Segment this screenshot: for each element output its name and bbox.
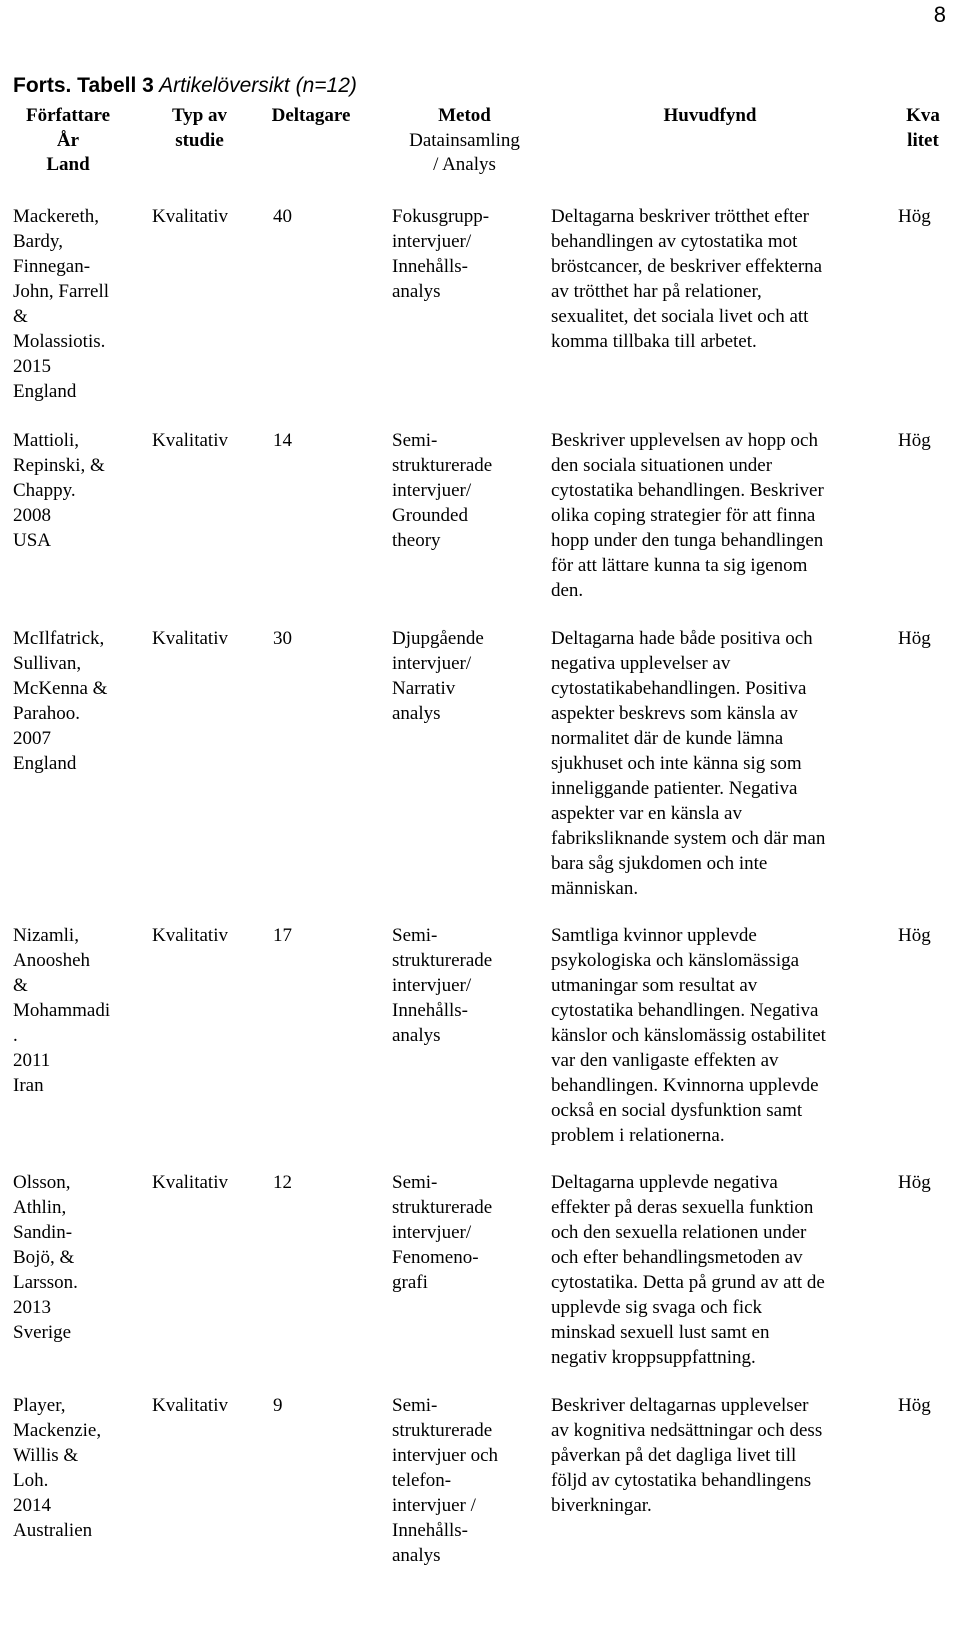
finding-line: Deltagarna hade både positiva och	[551, 628, 813, 649]
method-line: strukturerade	[392, 950, 493, 971]
author-cell	[13, 428, 138, 553]
author-line: 2011	[13, 1050, 51, 1071]
author-cell	[13, 923, 138, 1098]
author-line: England	[13, 753, 77, 774]
method-line: intervjuer/	[392, 975, 472, 996]
method-cell	[392, 626, 532, 726]
author-line: Repinski, &	[13, 455, 105, 476]
finding-line: av kognitiva nedsättningar och dess	[551, 1420, 823, 1441]
method-line: analys	[392, 1025, 441, 1046]
study-type: Kvalitativ	[152, 206, 228, 227]
author-line: Sandin-	[13, 1222, 73, 1243]
finding-line: sexualitet, det sociala livet och att	[551, 306, 809, 327]
method-line: Semi-	[392, 1395, 438, 1416]
finding-line: sjukhuset och inte känna sig som	[551, 753, 802, 774]
finding-line: följd av cytostatika behandlingens	[551, 1470, 812, 1491]
quality-cell	[898, 1393, 953, 1418]
method-line: Djupgående	[392, 628, 484, 649]
participants-cell	[273, 1170, 333, 1195]
method-line: Innehålls-	[392, 1520, 468, 1541]
finding-line: inneliggande patienter. Negativa	[551, 778, 798, 799]
finding-cell	[551, 923, 876, 1148]
finding-line: cytostatikabehandlingen. Positiva	[551, 678, 807, 699]
quality: Hög	[898, 1395, 931, 1416]
header-finding-line: Huvudfynd	[663, 105, 757, 126]
author-line: Finnegan-	[13, 256, 91, 277]
quality-cell	[898, 626, 953, 651]
method-line: analys	[392, 281, 441, 302]
method-line: Semi-	[392, 430, 438, 451]
participants: 17	[273, 925, 292, 946]
finding-line: aspekter beskrevs som känsla av	[551, 703, 798, 724]
method-line: Fokusgrupp-	[392, 206, 490, 227]
finding-cell	[551, 428, 876, 603]
method-line: Narrativ	[392, 678, 456, 699]
author-line: Willis &	[13, 1445, 79, 1466]
method-line: Fenomeno-	[392, 1247, 479, 1268]
finding-line: Beskriver upplevelsen av hopp och	[551, 430, 818, 451]
method-line: Grounded	[392, 505, 468, 526]
author-line: Larsson.	[13, 1272, 78, 1293]
method-line: Innehålls-	[392, 256, 468, 277]
method-line: intervjuer/	[392, 1222, 472, 1243]
page-number: 8	[933, 2, 946, 27]
method-line: intervjuer/	[392, 480, 472, 501]
author-line: Player,	[13, 1395, 66, 1416]
participants: 9	[273, 1395, 283, 1416]
author-line: Chappy.	[13, 480, 76, 501]
finding-cell	[551, 204, 876, 354]
finding-line: var den vanligaste effekten av	[551, 1050, 779, 1071]
author-line: Mackereth,	[13, 206, 99, 227]
method-line: intervjuer och	[392, 1445, 499, 1466]
finding-line: behandlingen. Kvinnorna upplevde	[551, 1075, 819, 1096]
method-line: analys	[392, 1545, 441, 1566]
quality: Hög	[898, 1172, 931, 1193]
method-line: intervjuer /	[392, 1495, 476, 1516]
author-line: Mackenzie,	[13, 1420, 102, 1441]
author-line: England	[13, 381, 77, 402]
finding-line: för att lättare kunna ta sig igenom	[551, 555, 808, 576]
author-line: Parahoo.	[13, 703, 81, 724]
method-cell	[392, 1393, 532, 1568]
finding-line: av trötthet har på relationer,	[551, 281, 762, 302]
author-line: Sverige	[13, 1322, 72, 1343]
finding-line: behandlingen av cytostatika mot	[551, 231, 798, 252]
author-line: John, Farrell	[13, 281, 110, 302]
header-participants-line: Deltagare	[271, 105, 351, 126]
author-cell	[13, 1393, 138, 1543]
method-cell	[392, 428, 532, 553]
participants-cell	[273, 428, 333, 453]
finding-line: psykologiska och känslomässiga	[551, 950, 800, 971]
method-cell	[392, 204, 532, 304]
method-cell	[392, 923, 532, 1048]
author-cell	[13, 626, 138, 776]
finding-line: cytostatika behandlingen. Beskriver	[551, 480, 824, 501]
author-line: Anoosheh	[13, 950, 91, 971]
header-type-line: Typ av	[171, 105, 228, 126]
author-line: Australien	[13, 1520, 93, 1541]
finding-line: känslor och känslomässig ostabilitet	[551, 1025, 826, 1046]
quality: Hög	[898, 206, 931, 227]
study-type: Kvalitativ	[152, 925, 228, 946]
caption-prefix: Forts. Tabell 3	[13, 74, 154, 97]
finding-line: bara såg sjukdomen och inte	[551, 853, 768, 874]
finding-line: bröstcancer, de beskriver effekterna	[551, 256, 823, 277]
table-header	[0, 104, 960, 182]
author-line: .	[13, 1025, 18, 1046]
finding-cell	[551, 1393, 876, 1518]
method-line: strukturerade	[392, 1197, 493, 1218]
quality: Hög	[898, 925, 931, 946]
author-line: Molassiotis.	[13, 331, 106, 352]
finding-line: cytostatika behandlingen. Negativa	[551, 1000, 819, 1021]
participants: 30	[273, 628, 292, 649]
quality: Hög	[898, 628, 931, 649]
finding-line: Samtliga kvinnor upplevde	[551, 925, 757, 946]
finding-line: fabriksliknande system och där man	[551, 828, 826, 849]
author-line: 2015	[13, 356, 51, 377]
participants-cell	[273, 626, 333, 651]
header-method-line: / Analys	[433, 154, 496, 175]
method-line: intervjuer/	[392, 653, 472, 674]
participants-cell	[273, 204, 333, 229]
participants-cell	[273, 923, 333, 948]
participants: 12	[273, 1172, 292, 1193]
method-line: Semi-	[392, 1172, 438, 1193]
finding-line: normalitet där de kunde lämna	[551, 728, 784, 749]
finding-cell	[551, 1170, 876, 1370]
author-line: Olsson,	[13, 1172, 71, 1193]
method-line: grafi	[392, 1272, 428, 1293]
participants-cell	[273, 1393, 333, 1418]
study-type-cell	[152, 626, 262, 651]
study-type-cell	[152, 428, 262, 453]
finding-cell	[551, 626, 876, 901]
author-line: USA	[13, 530, 52, 551]
header-type-line: studie	[175, 129, 224, 151]
author-line: &	[13, 306, 28, 327]
finding-line: minskad sexuell lust samt en	[551, 1322, 770, 1343]
header-author	[13, 104, 123, 178]
table-caption	[13, 73, 357, 98]
author-line: 2008	[13, 505, 51, 526]
quality: Hög	[898, 430, 931, 451]
author-line: Bardy,	[13, 231, 63, 252]
finding-line: olika coping strategier för att finna	[551, 505, 816, 526]
finding-line: Deltagarna upplevde negativa	[551, 1172, 778, 1193]
finding-line: påverkan på det dagliga livet till	[551, 1445, 797, 1466]
study-type: Kvalitativ	[152, 1172, 228, 1193]
header-method-line: Metod	[438, 105, 491, 126]
study-type-cell	[152, 204, 262, 229]
study-type: Kvalitativ	[152, 628, 228, 649]
finding-line: Deltagarna beskriver trötthet efter	[551, 206, 809, 227]
author-line: Mattioli,	[13, 430, 79, 451]
header-finding	[640, 104, 780, 129]
method-line: telefon-	[392, 1470, 452, 1491]
header-participants	[263, 104, 359, 129]
quality-cell	[898, 204, 953, 229]
finding-line: upplevde sig svaga och fick	[551, 1297, 763, 1318]
author-line: McIlfatrick,	[13, 628, 105, 649]
study-type: Kvalitativ	[152, 430, 228, 451]
participants: 40	[273, 206, 292, 227]
header-author-line: År	[56, 129, 80, 151]
method-line: strukturerade	[392, 455, 493, 476]
study-type-cell	[152, 1170, 262, 1195]
quality-cell	[898, 923, 953, 948]
study-type-cell	[152, 1393, 262, 1418]
finding-line: den sociala situationen under	[551, 455, 773, 476]
author-line: Nizamli,	[13, 925, 79, 946]
header-author-line: Författare	[25, 105, 111, 126]
finding-line: komma tillbaka till arbetet.	[551, 331, 757, 352]
method-line: Innehålls-	[392, 1000, 468, 1021]
method-cell	[392, 1170, 532, 1295]
method-line: intervjuer/	[392, 231, 472, 252]
finding-line: utmaningar som resultat av	[551, 975, 758, 996]
header-method-line: Datainsamling	[409, 129, 520, 151]
finding-line: cytostatika. Detta på grund av att de	[551, 1272, 825, 1293]
quality-cell	[898, 428, 953, 453]
participants: 14	[273, 430, 292, 451]
finding-line: Beskriver deltagarnas upplevelser	[551, 1395, 809, 1416]
caption-title: Artikelöversikt (n=12)	[159, 74, 357, 97]
finding-line: och efter behandlingsmetoden av	[551, 1247, 803, 1268]
author-line: 2007	[13, 728, 51, 749]
author-line: 2014	[13, 1495, 51, 1516]
method-line: theory	[392, 530, 441, 551]
method-line: analys	[392, 703, 441, 724]
author-cell	[13, 1170, 138, 1345]
header-quality-line: litet	[907, 129, 939, 151]
author-line: Iran	[13, 1075, 44, 1096]
quality-cell	[898, 1170, 953, 1195]
finding-line: aspekter var en känsla av	[551, 803, 742, 824]
header-author-line: Land	[46, 154, 90, 175]
finding-line: också en social dysfunktion samt	[551, 1100, 803, 1121]
study-type: Kvalitativ	[152, 1395, 228, 1416]
author-line: &	[13, 975, 28, 996]
finding-line: och den sexuella relationen under	[551, 1222, 807, 1243]
author-cell	[13, 204, 138, 404]
author-line: Athlin,	[13, 1197, 67, 1218]
author-line: Sullivan,	[13, 653, 82, 674]
finding-line: hopp under den tunga behandlingen	[551, 530, 824, 551]
author-line: McKenna &	[13, 678, 108, 699]
finding-line: negativa upplevelser av	[551, 653, 731, 674]
finding-line: negativ kroppsuppfattning.	[551, 1347, 756, 1368]
author-line: 2013	[13, 1297, 51, 1318]
study-type-cell	[152, 923, 262, 948]
finding-line: problem i relationerna.	[551, 1125, 725, 1146]
method-line: strukturerade	[392, 1420, 493, 1441]
header-type	[152, 104, 247, 153]
header-quality-line: Kva	[906, 105, 940, 126]
header-method	[392, 104, 537, 178]
author-line: Loh.	[13, 1470, 49, 1491]
finding-line: människan.	[551, 878, 639, 899]
author-line: Bojö, &	[13, 1247, 75, 1268]
author-line: Mohammadi	[13, 1000, 111, 1021]
finding-line: den.	[551, 580, 584, 601]
method-line: Semi-	[392, 925, 438, 946]
header-quality	[895, 104, 951, 153]
finding-line: biverkningar.	[551, 1495, 652, 1516]
finding-line: effekter på deras sexuella funktion	[551, 1197, 814, 1218]
